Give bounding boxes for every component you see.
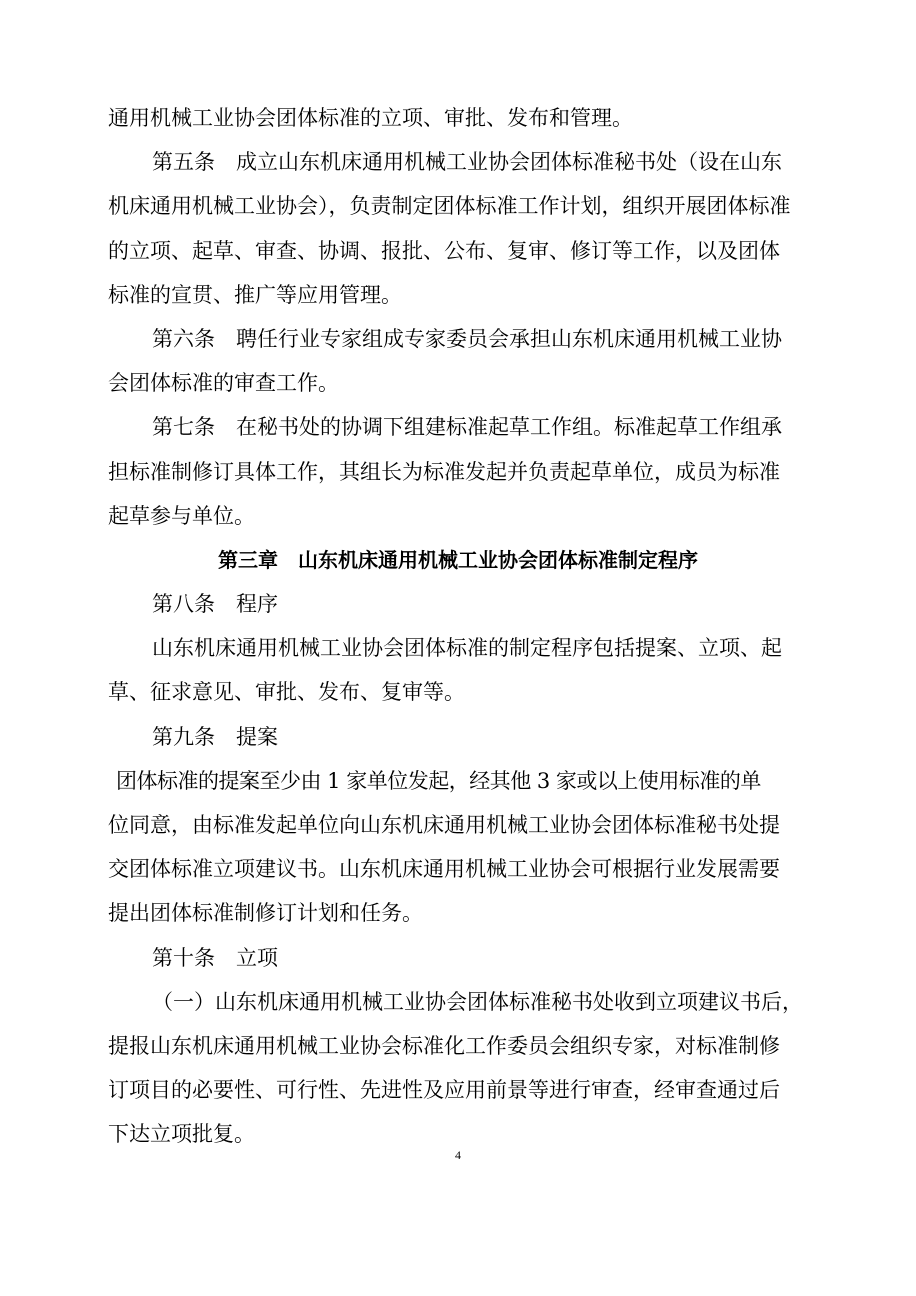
article-9-title: 第九条 提案 (152, 724, 278, 749)
text-line: 订项目的必要性、可行性、先进性及应用前景等进行审查，经审查通过后 (108, 1078, 780, 1103)
text-line: 担标准制修订具体工作，其组长为标准发起并负责起草单位，成员为标准 (108, 459, 780, 484)
text-line: 提报山东机床通用机械工业协会标准化工作委员会组织专家，对标准制修 (108, 1033, 780, 1058)
text-line: 会团体标准的审查工作。 (108, 371, 339, 396)
text-line: 山东机床通用机械工业协会团体标准的制定程序包括提案、立项、起 (152, 636, 782, 661)
text-line: 交团体标准立项建议书。山东机床通用机械工业协会可根据行业发展需要 (108, 857, 780, 882)
text-line: 的立项、起草、审查、协调、报批、公布、复审、修订等工作，以及团体 (108, 238, 780, 263)
text-line: 机床通用机械工业协会），负责制定团体标准工作计划，组织开展团体标准 (108, 194, 791, 219)
text-line: 起草参与单位。 (108, 503, 255, 528)
text-line: 提出团体标准制修订计划和任务。 (108, 901, 423, 926)
article-7-line: 第七条 在秘书处的协调下组建标准起草工作组。标准起草工作组承 (152, 415, 782, 440)
article-5-line: 第五条 成立山东机床通用机械工业协会团体标准秘书处（设在山东 (152, 150, 782, 175)
text-line: （一）山东机床通用机械工业协会团体标准秘书处收到立项建议书后， (152, 989, 803, 1014)
page-number: 4 (455, 1148, 461, 1162)
text-line: 草、征求意见、审批、发布、复审等。 (108, 680, 465, 705)
text-line: 下达立项批复。 (108, 1122, 255, 1147)
chapter-3-heading: 第三章 山东机床通用机械工业协会团体标准制定程序 (218, 547, 698, 572)
document-body (108, 96, 808, 1157)
text-line: 标准的宣贯、推广等应用管理。 (108, 282, 402, 307)
article-8-title: 第八条 程序 (152, 592, 278, 617)
text-line: 团体标准的提案至少由 1 家单位发起，经其他 3 家或以上使用标准的单 (116, 768, 761, 793)
text-line: 通用机械工业协会团体标准的立项、审批、发布和管理。 (108, 106, 633, 130)
text-line: 位同意，由标准发起单位向山东机床通用机械工业协会团体标准秘书处提 (108, 813, 780, 837)
article-10-title: 第十条 立项 (152, 945, 278, 970)
article-6-line: 第六条 聘任行业专家组成专家委员会承担山东机床通用机械工业协 (152, 326, 782, 351)
